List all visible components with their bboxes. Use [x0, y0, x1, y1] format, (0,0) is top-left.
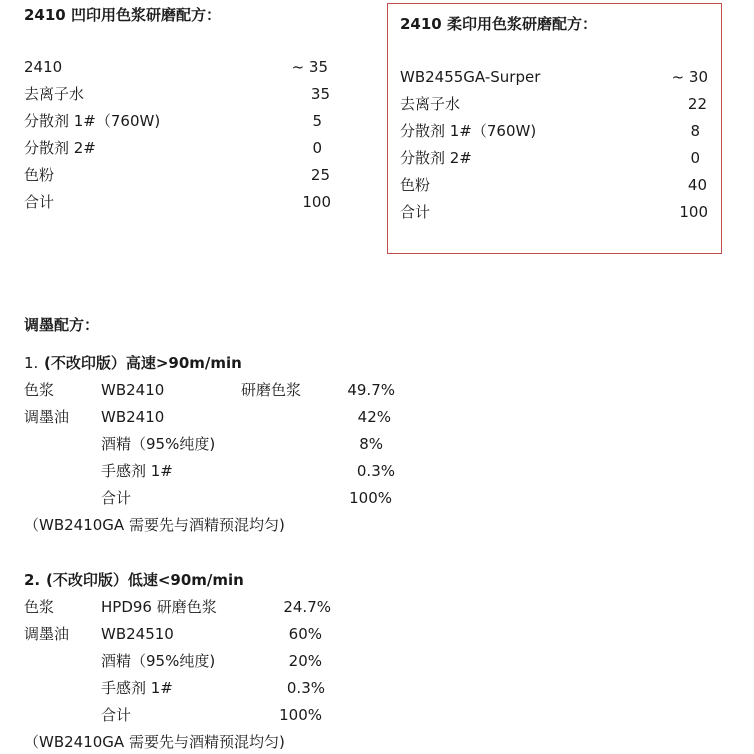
gravure-row-value: 5 [312, 112, 322, 130]
formula-2-category: 色浆 [24, 598, 55, 616]
gravure-row-value: 25 [310, 166, 330, 184]
gravure-row-name: 合计 [24, 193, 55, 211]
gravure-row-value: ~ 35 [291, 58, 328, 76]
mixing-title: 调墨配方： [24, 316, 100, 334]
formula-2-item: HPD96 研磨色浆 [101, 598, 217, 616]
formula-1-item: WB2410 [101, 381, 165, 399]
formula-2-item: 合计 [101, 706, 132, 724]
gravure-row-value: 100 [302, 193, 331, 211]
flexo-row-value: 100 [679, 203, 708, 221]
formula-2-heading: (不改印版）低速<90m/min [46, 571, 244, 589]
formula-1-footnote: （WB2410GA 需要先与酒精预混均匀) [24, 516, 285, 534]
formula-1-item: 合计 [101, 489, 132, 507]
gravure-row-name: 去离子水 [24, 85, 85, 103]
flexo-row-name: 分散剂 2# [400, 149, 472, 167]
gravure-row-name: 分散剂 2# [24, 139, 96, 157]
gravure-row-name: 分散剂 1#（760W) [24, 112, 161, 130]
formula-1-item: 手感剂 1# [101, 462, 173, 480]
formula-1-percent: 8% [359, 435, 383, 453]
formula-2-percent: 0.3% [286, 679, 325, 697]
formula-2-item: 酒精（95%纯度) [101, 652, 216, 670]
flexo-row-value: 8 [690, 122, 700, 140]
formula-2-percent: 20% [288, 652, 322, 670]
formula-2-item: 手感剂 1# [101, 679, 173, 697]
flexo-row-name: WB2455GA-Surper [400, 68, 541, 86]
formula-1-category: 调墨油 [24, 408, 70, 426]
gravure-row-value: 0 [312, 139, 322, 157]
flexo-row-value: 22 [687, 95, 707, 113]
flexo-row-name: 色粉 [400, 176, 431, 194]
gravure-row-name: 色粉 [24, 166, 55, 184]
formula-1-item: WB2410 [101, 408, 165, 426]
flexo-row-name: 分散剂 1#（760W) [400, 122, 537, 140]
gravure-row-name: 2410 [24, 58, 63, 76]
gravure-row-value: 35 [310, 85, 330, 103]
flexo-row-name: 去离子水 [400, 95, 461, 113]
formula-1-percent: 100% [349, 489, 392, 507]
flexo-title: 2410 柔印用色浆研磨配方： [400, 15, 597, 33]
flexo-row-value: ~ 30 [671, 68, 708, 86]
formula-2-number: 2. [24, 571, 41, 589]
formula-2-percent: 100% [279, 706, 322, 724]
formula-1-category: 色浆 [24, 381, 55, 399]
formula-2-category: 调墨油 [24, 625, 70, 643]
formula-1-item: 酒精（95%纯度) [101, 435, 216, 453]
formula-1-percent: 49.7% [347, 381, 395, 399]
flexo-row-value: 0 [690, 149, 700, 167]
formula-2-item: WB24510 [101, 625, 174, 643]
formula-2-percent: 24.7% [283, 598, 331, 616]
flexo-row-value: 40 [687, 176, 707, 194]
formula-1-heading: (不改印版）高速>90m/min [44, 354, 242, 372]
formula-1-number: 1. [24, 354, 39, 372]
formula-1-percent: 42% [357, 408, 391, 426]
formula-1-percent: 0.3% [356, 462, 395, 480]
formula-2-percent: 60% [288, 625, 322, 643]
formula-2-footnote: （WB2410GA 需要先与酒精预混均匀) [24, 733, 285, 751]
formula-1-note: 研磨色浆 [241, 381, 302, 399]
gravure-title: 2410 凹印用色浆研磨配方： [24, 6, 221, 24]
flexo-row-name: 合计 [400, 203, 431, 221]
